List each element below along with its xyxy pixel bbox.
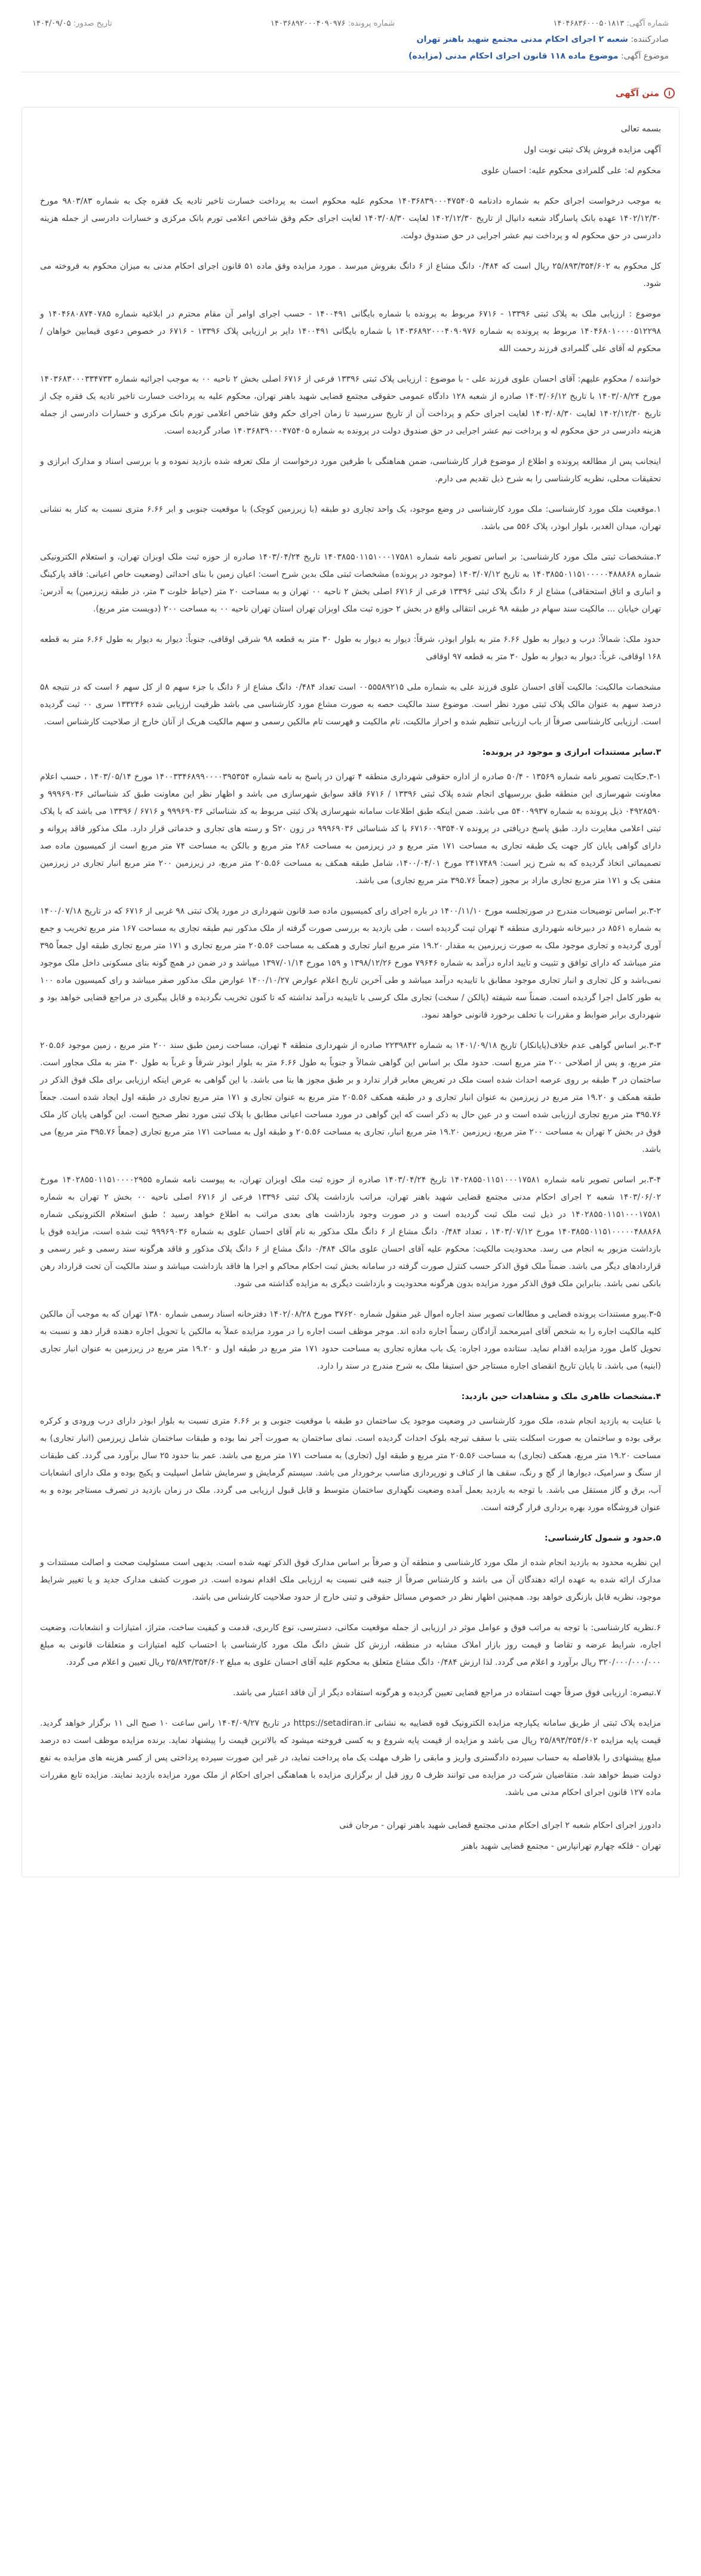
paragraph: ۲.مشخصات ثبتی ملک مورد کارشناسی: بر اساس تصویر نامه شماره ۱۴۰۳۸۵۵۰۱۱۵۱۰۰۰۱۷۵۸۱ تاریخ ۱۴۰۳/۰۴/۲۴ صادره از حوزه ثبت ملک اوبزان تهران، و استعلام الکترونیکی شماره ۱۴۰۳۸۵۵۰۱۱۵۱۰۰۰۰۰۴۸۸۸۶۸ به تاریخ ۱۴۰۳/۰۷/۱۲ (موجود در پرونده) مشخصات ثبتی ملک بدین شرح است: اعیان زمین با بنای احداثی (وضعیت خاص اعیانی: فاقد پارکینگ و انباری و اتاق استحقاقی) مشاع از ۶ دانگ پلاک ثبتی ۱۳۳۹۶ فرعی از ۶۷۱۶ اصلی بخش ۲ ناحیه ۰۰ تهران و به مساحت ۲۰ متر (حیاط خلوت ۳ متر، در طبقه زیرزمین) به آدرس: تهران خیابان ... مالکیت سند سهام در طبقه ۹۸ غربی انتقالی واقع در بخش ۲ حوزه ثبت ملک اوبزان تهران استان تهران ناحیه ۰۰ به مساحت ۲۰۰ (دویست متر مربع). [40, 552, 662, 614]
paragraph: ۶.نظریه کارشناسی: با توجه به مراتب فوق و عوامل موثر در ارزیابی از جمله موقعیت مکانی، دسترسی، نوع کاربری، قدمت و کیفیت ساخت، متراژ، امتیازات و انشعابات، وضعیت اجاره، شرایط عرضه و تقاضا و قیمت روز بازار املاک مشابه در منطقه، ارزش کل شش دانگ ملک مورد کارشناسی با احتساب کلیه امتیازات و متعلقات قانونی به مبلغ ۳۲۰/۰۰۰/۰۰۰/۰۰۰ ریال برآورد و اعلام می گردد. لذا ارزش ۰/۴۸۴ دانگ مشاع متعلق به محکوم علیه آقای احسان علوی به مبلغ ۲۵/۸۹۳/۳۵۴/۶۰۲ ریال تعیین و اعلام می گردد. [40, 1623, 661, 1667]
case-number [270, 17, 395, 31]
subject-line [32, 48, 669, 64]
paragraph: ۳-۲.بر اساس توضیحات مندرج در صورتجلسه مورخ ۱۴۰۰/۱۱/۱۰ در باره اجرای رای کمیسیون ماده صد قانون شهرداری در مورد پلاک ثبتی ۹۸ غربی از ۶۷۱۶ که در تاریخ ۱۴۰۰/۰۷/۱۸ به شماره ۸۵۶۱ در دبیرخانه شهرداری منطقه ۴ تهران ثبت گردیده است ، طی بازدید به بررسی صورت گرفته از ملک مذکور نیم طبقه تجاری به مساحت ۱۶۷ متر مربع تخریب و جمع آوری گردیده و تجاری موجود ملک به صورت زیرزمین به مقدار ۱۹.۲۰ متر مربع انبار تجاری و همکف به مساحت ۲۰۵.۵۶ متر مربع تجاری و ۱۷۱ متر مربع تجاری طبقه اول جمعاً ۳۹۵ متر میباشد که دارای توافق و تثبیت و تایید اداره درآمد به شماره ۷۹۶۴۶ مورخ ۱۳۹۸/۱۲/۲۶ و ۱۵۹ مورخ ۱۳۹۷/۰۱/۱۴ میباشد و در ضمن در همچ گونه بنای مسکونی داخل ملک موجود نمی‌باشد و کل تجاری و انبار تجاری موجود مطابق با تاییدیه درآمد میباشد و طی آخرین تاریخ اعلام عوارض ۱۴۰۰/۱۰/۲۷ عوارض ملک مذکور صفر میباشد و رای کمیسیون ماده ۱۰۰ به طور کامل اجرا گردیده است. ضمناً سه شیفته (پالکن / سخت) تجاری ملک کرسی با تاییدیه درآمد نداشته که تا کنون تخریب نگردیده و قابل پیگیری در مراجع قضایی خواهد بود و شهرداری برابر ضوابط و مقررات با تخلف برخورد قانونی خواهد نمود. [40, 906, 661, 1020]
issue-date-value: ۱۴۰۴/۰۹/۰۵ [32, 19, 71, 28]
notice-number-value: ۱۴۰۴۶۸۳۶۰۰۰۵۰۱۸۱۳ [553, 19, 625, 28]
issue-date-label: تاریخ صدور: [73, 19, 112, 28]
paragraph: موضوع : ارزیابی ملک به پلاک ثبتی ۱۳۳۹۶ - ۶۷۱۶ مربوط به پرونده با شماره بایگانی ۱۴۰۰۴۹۱ - حسب اجرای اوامر آن مقام محترم در ابلاغیه شماره ۱۴۰۴۶۸۰۸۷۴۰۷۸۵ و ۱۴۰۴۶۸۰۱۰۰۰۰۵۱۲۲۹۸ مربوط به پرونده به شماره ۱۴۰۳۶۸۹۲۰۰۰۴۰۹۰۹۷۶ با شماره بایگانی ۱۴۰۰۴۹۱ دایر بر ارزیابی پلاک ۱۳۳۹۶ - ۶۷۱۶ در خصوص دعوی فیمابین خواهان / محکوم له آقای علی گلمرادی فرزند رحمت الله [40, 309, 662, 353]
issuer-line [32, 31, 669, 48]
paragraph: این نظریه محدود به بازدید انجام شده از ملک مورد کارشناسی و منطقه آن و صرفاً بر اساس مدارک فوق الذکر تهیه شده است. بدیهی است مسئولیت صحت و اصالت مستندات و مدارک ارائه شده به عهده ارائه دهندگان آن می باشد و کارشناس صرفاً از جنبه فنی نسبت به ارزیابی ملک اقدام نموده است. در صورت کشف مدارک جدید و یا تغییر شرایط موجود، نظریه قابل بازنگری خواهد بود. همچنین اظهار نظر در خصوص مسائل حقوقی و ثبتی خارج از حدود صلاحیت کارشناس می باشد. [40, 1558, 661, 1602]
case-number-value: ۱۴۰۳۶۸۹۲۰۰۰۴۰۹۰۹۷۶ [270, 19, 346, 28]
signature-block [40, 1817, 661, 1855]
section-heading: ۵.حدود و شمول کارشناسی: [544, 1533, 661, 1543]
signature-line: دادورز اجرای احکام شعبه ۲ اجرای احکام مدنی مجتمع قضایی شهید باهنر تهران - مرجان فنی [339, 1821, 661, 1830]
paragraph: به موجب درخواست اجرای حکم به شماره دادنامه ۱۴۰۳۶۸۳۹۰۰۰۴۷۵۴۰۵ محکوم علیه محکوم است به پرداخت خسارت تاخیر تادیه یک فقره چک به شماره ۹۸۰۳/۸۳ مورخ ۱۴۰۲/۱۲/۳۰ عهده بانک پاسارگاد شعبه دانیال از تاریخ ۱۴۰۲/۱۲/۳۰ لغایت ۱۴۰۳/۰۸/۳۰ لغایت اجرای حکم وفق شاخص اعلامی تورم بانک مرکزی و خسارات دادرسی از جمله هزینه دادرسی در حق محکوم له و پرداخت نیم عشر اجرایی در حق صندوق دولت. [40, 196, 662, 241]
case-number-label: شماره پرونده: [348, 19, 395, 28]
notice-number-label: شماره آگهی: [626, 19, 669, 28]
section-heading: ۳.سایر مستندات ابرازی و موجود در پرونده: [482, 748, 661, 757]
notice-header [21, 8, 680, 72]
page [0, 8, 701, 2576]
meta-row [32, 17, 669, 31]
paragraph: ۱.موقعیت ملک مورد کارشناسی: ملک مورد کارشناسی در وضع موجود، یک واحد تجاری دو طبقه (با زیرزمین کوچک) با موقعیت جنوبی و ابر ۶.۶۶ متری نسبت به کنار به نشانی تهران، میدان الغدیر، بلوار ابوذر، پلاک ۵۵۶ می باشد. [40, 505, 661, 531]
paragraph: مشخصات مالکیت: مالکیت آقای احسان علوی فرزند علی به شماره ملی ۰۰۵۵۵۸۹۲۱۵ است تعداد ۰/۴۸۴ دانگ مشاع از ۶ دانگ با جزء سهم ۵ از کل سهم ۶ است که در نتیجه ۵۸ درصد سهم به عنوان مالک پلاک ثبتی مورد نظر است. موضوع سند مالکیت حصه به صورت مشاع مورد کارشناسی می باشد ظرفیت ارزیابی شده ۱۳۳۲۴۶ سری ۰۰ ثبت گردیده است. ارزیابی کارشناسی صرفاً از باب ارزیابی تنظیم شده و احراز مالکیت، تام مالکیت و فهرست تام مالکین رسمی و سهم مالکیت هریک از آنان خارج از صلاحیت کارشناس است. [40, 683, 661, 727]
paragraph: آگهی مزایده فروش پلاک ثبتی نوبت اول [524, 145, 661, 155]
issuer-value[interactable]: شعبه ۲ اجرای احکام مدنی مجتمع شهید باهنر تهران [416, 35, 628, 44]
paragraph: اینجانب پس از مطالعه پرونده و اطلاع از موضوع قرار کارشناسی، ضمن هماهنگی با طرفین مورد درخواست از ملک تعرفه شده بازدید نموده و با بررسی اسناد و مدارک ابرازی و تحقیقات محلی، نظریه کارشناسی را به شرح ذیل تقدیم می دارم. [40, 457, 661, 484]
notice-title-text: متن آگهی [615, 88, 659, 99]
paragraph: با عنایت به بازدید انجام شده، ملک مورد کارشناسی در وضعیت موجود یک ساختمان دو طبقه با موقعیت جنوبی و بر ۶.۶۶ متری نسبت به بلوار ابوذر دارای درب ورودی و کرکره برقی بوده و ساختمان به صورت اسکلت بتنی با سقف تیرچه بلوک احداث گردیده است. نمای ساختمان به صورت آجر نما بوده و طبقات ساختمان شامل زیرزمین (انبار تجاری) به مساحت ۱۹.۲۰ متر مربع، همکف (تجاری) به مساحت ۲۰۵.۵۶ متر مربع و طبقه اول (تجاری) به مساحت ۱۷۱ متر مربع می باشد. عمر بنا حدود ۲۵ سال برآورد می گردد. کف طبقات از سنگ و سرامیک، دیوارها از گچ و رنگ، سقف ها از کناف و نورپردازی مناسب برخوردار می باشد. سیستم گرمایش و سرمایش شامل اسپلیت و پکیج بوده و ملک دارای انشعابات آب، برق و گاز مستقل می باشد. با توجه به بازدید بعمل آمده وضعیت نگهداری ساختمان متوسط و قابل قبول ارزیابی می گردد. ملک در زمان بازدید در تصرف مستاجر بوده و به عنوان فروشگاه مورد بهره برداری قرار گرفته است. [40, 1416, 661, 1513]
paragraph: بسمه تعالی [620, 124, 661, 134]
address-line: تهران - فلکه چهارم تهرانپارس - مجتمع قضایی شهید باهنر [461, 1842, 661, 1851]
auction-paragraph: مزایده پلاک ثبتی از طریق سامانه یکپارچه مزایده الکترونیک قوه قضاییه به نشانی https://setadiran.ir در تاریخ ۱۴۰۴/۰۹/۲۷ راس ساعت ۱۰ صبح الی ۱۱ برگزار خواهد گردید. قیمت پایه مزایده ۲۵/۸۹۳/۳۵۴/۶۰۲ ریال می باشد و مزایده از قیمت پایه شروع و به کسی فروخته میشود که بالاترین قیمت را پیشنهاد نماید. برنده مزایده موظف است ده درصد مبلغ پیشنهادی را بلافاصله به حساب سپرده دادگستری واریز و مابقی را ظرف مهلت یک ماه پرداخت نماید، در غیر این صورت سپرده پرداختی پس از کسر هزینه های مزایده به نفع دولت ضبط خواهد شد. متقاضیان شرکت در مزایده می توانند ظرف ۵ روز قبل از برگزاری مزایده با هماهنگی اجرای احکام از ملک مورد مزایده بازدید نمایند. مزایده تابع مقررات ماده ۱۲۷ قانون اجرای احکام مدنی می باشد. [40, 1719, 662, 1797]
paragraph: ۳-۳.بر اساس گواهی عدم خلاف(پایانکار) تاریخ ۱۴۰۱/۰۹/۱۸ به شماره ۲۲۳۹۸۴۲ صادره از شهرداری منطقه ۴ تهران، مساحت زمین طبق سند ۲۰۰ متر مربع ، زمین موجود ۲۰۵.۵۶ متر مربع، و پس از اصلاحی ۲۰۰ متر مربع است. حدود ملک بر اساس این گواهی شمالاً و جنوباً به طول ۶.۶۶ متر به بلوار ابوذر شرقاً و غرباً به طول ۳۰ متر به ملک مجاور است. ساختمان در ۳ طبقه بر روی عرصه احداث شده است ملک در تعریض معابر قرار ندارد و بر طبق مجوز ها بنا می باشد. با این گواهی به عرض اینکه ارزیابی برای ملک فوق الذکر در طبقه همکف و ۱۹.۲۰ متر مربع در زیرزمین به عنوان انبار تجاری و در طبقه همکف ۲۰۵.۵۶ متر مربع به عنوان تجاری و ۱۷۱ متر مربع تجاری در طبقه اول ایجاد شده است. جمعاً ۳۹۵.۷۶ متر مربع تجاری ارزیابی شده است و در عین حال به ذکر است که این گواهی در مورد مساحت اعیانی مطابق با پلاک ثبتی مورد نظر صحیح است. این گواهی پایان کار ملک فوق در بخش ۲ تهران به مساحت ۲۰۰ متر مربع، زیرزمین ۱۹.۲۰ متر مربع انبار، تجاری به مساحت ۲۰۵.۵۶ و طبقه اول به مساحت ۱۷۱ متر مربع تجاری (جمعاً ۳۹۵.۷۶ متر مربع) می باشد. [40, 1041, 662, 1154]
section-heading: ۴.مشخصات ظاهری ملک و مشاهدات حین بازدید: [461, 1392, 661, 1401]
paragraph: ۳-۴.بر اساس تصویر نامه شماره ۱۴۰۲۸۵۵۰۱۱۵۱۰۰۰۱۷۵۸۱ تاریخ ۱۴۰۳/۰۴/۲۴ صادره از حوزه ثبت ملک اوبزان تهران، به پیوست نامه شماره ۱۴۰۲۸۵۵۰۱۱۵۱۰۰۰۰۲۹۵۵ مورخ ۱۴۰۳/۰۶/۰۲ شعبه ۲ اجرای احکام مدنی مجتمع قضایی شهید باهنر تهران، مراتب بازداشت پلاک ثبتی ۱۳۳۹۶ فرعی از ۶۷۱۶ اصلی ناحیه ۰۰ بخش ۲ تهران به شماره ۱۴۰۲۸۵۵۰۱۱۵۱۰۰۰۱۷۵۸۱ در ذیل ثبت ملک ثبت گردیده است و در صورت وجود بازداشت های بعدی مراتب به اطلاع خواهد رسید ؛ طبق استعلام الکترونیکی شماره ۱۴۰۳۸۵۵۰۱۱۵۱۰۰۰۰۰۴۸۸۸۶۸ مورخ ۱۴۰۳/۰۷/۱۲ ، تعداد ۰/۴۸۴ دانگ مشاع از ۶ دانگ ملک مذکور به نام آقای احسان علوی به شماره ۹۹۹۶۹۰۳۶ ثبت شده است، مزایده فوق با بازداشت مزبور به انجام می رسد. محدودیت مالکیت: محکوم علیه آقای احسان علوی مالک ۰/۴۸۴ دانگ مشاع از ۶ دانگ پلاک مذکور و فاقد هرگونه سند رسمی و غیر رسمی و قراردادهای دیگر می باشد. ضمناً ملک فوق الذکر حسب کنترل صورت گرفته در سامانه بخش ثبت احکام محاکم و اجرا ها فاقد بازداشت میباشد و سند مالکیت آن تحت قرارداد رهن بانکی نمی باشد. بنابراین ملک فوق الذکر مورد مزایده بدون هرگونه محدودیت و بازداشت دیگری به مزایده گذاشته می شود. [40, 1175, 662, 1289]
subject-label: موضوع آگهی: [620, 51, 669, 61]
notice-title [0, 88, 675, 99]
issuer-label: صادرکننده: [631, 35, 669, 44]
paragraph: محکوم له: علی گلمرادی محکوم علیه: احسان علوی [481, 166, 661, 176]
notice-body [21, 107, 680, 1877]
paragraph: ۷.تبصره: ارزیابی فوق صرفاً جهت استفاده در مراجع قضایی تعیین گردیده و هرگونه استفاده دیگر از آن فاقد اعتبار می باشد. [233, 1688, 661, 1698]
paragraph: ۳-۱.حکایت تصویر نامه شماره ۱۳۵۶۹ - ۵۰/۴ صادره از اداره حقوقی شهرداری منطقه ۴ تهران در پاسخ به نامه شماره ۱۴۰۰۳۳۴۶۸۹۹۰۰۰۰۳۹۵۳۵۴ مورخ ۱۴۰۳/۰۵/۱۴ ، حسب اعلام معاونت شهرسازی این منطقه طبق بررسیهای انجام شده پلاک ثبتی ۱۳۳۹۶ / ۶۷۱۶ فاقد سوابق شهرسازی می باشد و اظهار نظر این معاونت طبق کد شناسائی ۹۹۹۶۹۰۳۶ و ۰۴۹۲۸۵۹۰ ذیل پرونده به شماره ۵۴۰۰۹۹۳۷ می باشد. ضمن اینکه طبق اطلاعات سامانه شهرسازی پلاک ثبتی مربوط به کد شناسائی ۹۹۹۶۹۰۳۶ و ۶۷۱۶ / ۱۳۳۹۶ می باشد که با پلاک ثبتی اعلامی مغایرت دارد. طبق پاسخ دریافتی در پرونده ۶۷۱۶۰۰۹۳۵۴۰۷ با کد شناسائی ۹۹۹۶۹۰۳۶ در زون S۲۰ و رسته های تجاری و خدماتی قرار دارد. ملک مذکور فاقد پروانه و دارای گواهی پایان کار جهت یک طبقه تجاری به مساحت ۱۷۱ متر مربع و در زیرزمین به مساحت ۲۸۶ متر مربع و بالکن به مساحت ۷۴ متر مربع است از کمیسیون ماده صد تصمیماتی اتخاذ گردیده که به شرح زیر است: ۲۴۱۷۴۸۹ مورخ ۱۴۰۰/۰۴/۰۱، شامل طبقه همکف به مساحت ۲۰۵.۵۶ متر مربع، در زیرزمین ۲۰۰ متر مربع انبار تجاری در زیرزمین منفی یک و ۱۷۱ متر مربع تجاری مازاد بر مجوز (جمعاً ۳۹۵.۷۶ متر مربع تجاری) می باشد. [40, 772, 662, 886]
paragraph: ۳-۵.پیرو مستندات پرونده قضایی و مطالعات تصویر سند اجاره اموال غیر منقول شماره ۳۷۶۲۰ مورخ ۱۴۰۲/۰۸/۲۸ دفترخانه اسناد رسمی شماره ۱۳۸۰ تهران که به موجب آن مالکین کلیه مالکیت اجاره را به شخص آقای امیرمحمد آزادگان رسماً اجاره داده اند. موجر موظف است اجاره را در مورد مزایده عملاً به مالکین یا تحویل اجاره دهنده قرار دهد و نسبت به تحویل کامل مورد مزایده اقدام نماید. ستانده مورد اجاره: یک باب مغازه تجاری به مساحت حدود ۱۷۱ متر مربع در طبقه اول و ۱۹.۲۰ متر مربع در زیرزمین به عنوان انبار تجاری (ابنیه) می باشد. تا پایان تاریخ انقضای اجاره مستاجر حق استیفا ملک به شرح مندرج در سند را دارد. [40, 1309, 662, 1371]
paragraph: حدود ملک: شمالاً: درب و دیوار به طول ۶.۶۶ متر به بلوار ابوذر، شرقاً: دیوار به دیوار به طول ۳۰ متر به قطعه ۹۸ شرقی اوقافی، جنوباً: دیوار به دیوار به طول ۶.۶۶ متر به قطعه ۱۶۸ اوقافی، غرباً: دیوار به دیوار به طول ۳۰ متر به قطعه ۹۷ اوقافی [40, 635, 662, 662]
paragraph: کل محکوم به ۲۵/۸۹۳/۳۵۴/۶۰۲ ریال است که ۰/۴۸۴ دانگ مشاع از ۶ دانگ بفروش میرسد . مورد مزایده وفق ماده ۵۱ قانون اجرای احکام مدنی به میزان محکوم به فروخته می شود. [40, 262, 661, 288]
subject-value[interactable]: موضوع ماده ۱۱۸ قانون اجرای احکام مدنی (مزایده) [408, 51, 619, 61]
issue-date [32, 17, 112, 31]
info-icon: i [664, 88, 675, 99]
paragraph: خواننده / محکوم علیهم: آقای احسان علوی فرزند علی - با موضوع : ارزیابی پلاک ثبتی ۱۳۳۹۶ فرعی از ۶۷۱۶ اصلی بخش ۲ ناحیه ۰۰ به موجب اجرائیه شماره ۱۴۰۳۶۸۳۰۰۰۳۳۴۷۳۳ مورخ ۱۴۰۳/۰۸/۲۴ با تاریخ ۱۴۰۳/۰۶/۱۲ صادره از شعبه ۱۲۸ دادگاه عمومی حقوقی مجتمع قضایی شهید باهنر تهران، محکوم علیه به پرداخت خسارت تاخیر تادیه یک فقره چک از تاریخ ۱۴۰۲/۱۲/۳۰ لغایت ۱۴۰۳/۰۸/۳۰ لغایت اجرای حکم و پرداخت آن از تاریخ سررسید تا زمان اجرای حکم وفق شاخص اعلامی تورم بانک مرکزی و خسارات دادرسی از جمله هزینه دادرسی در حق محکوم له و پرداخت نیم عشر اجرایی در حق صندوق دولت در پرونده به شماره ۱۴۰۳۶۸۳۹۰۰۰۴۷۵۴۰۵ صادر گردیده است. [40, 374, 661, 436]
notice-number [554, 17, 669, 31]
